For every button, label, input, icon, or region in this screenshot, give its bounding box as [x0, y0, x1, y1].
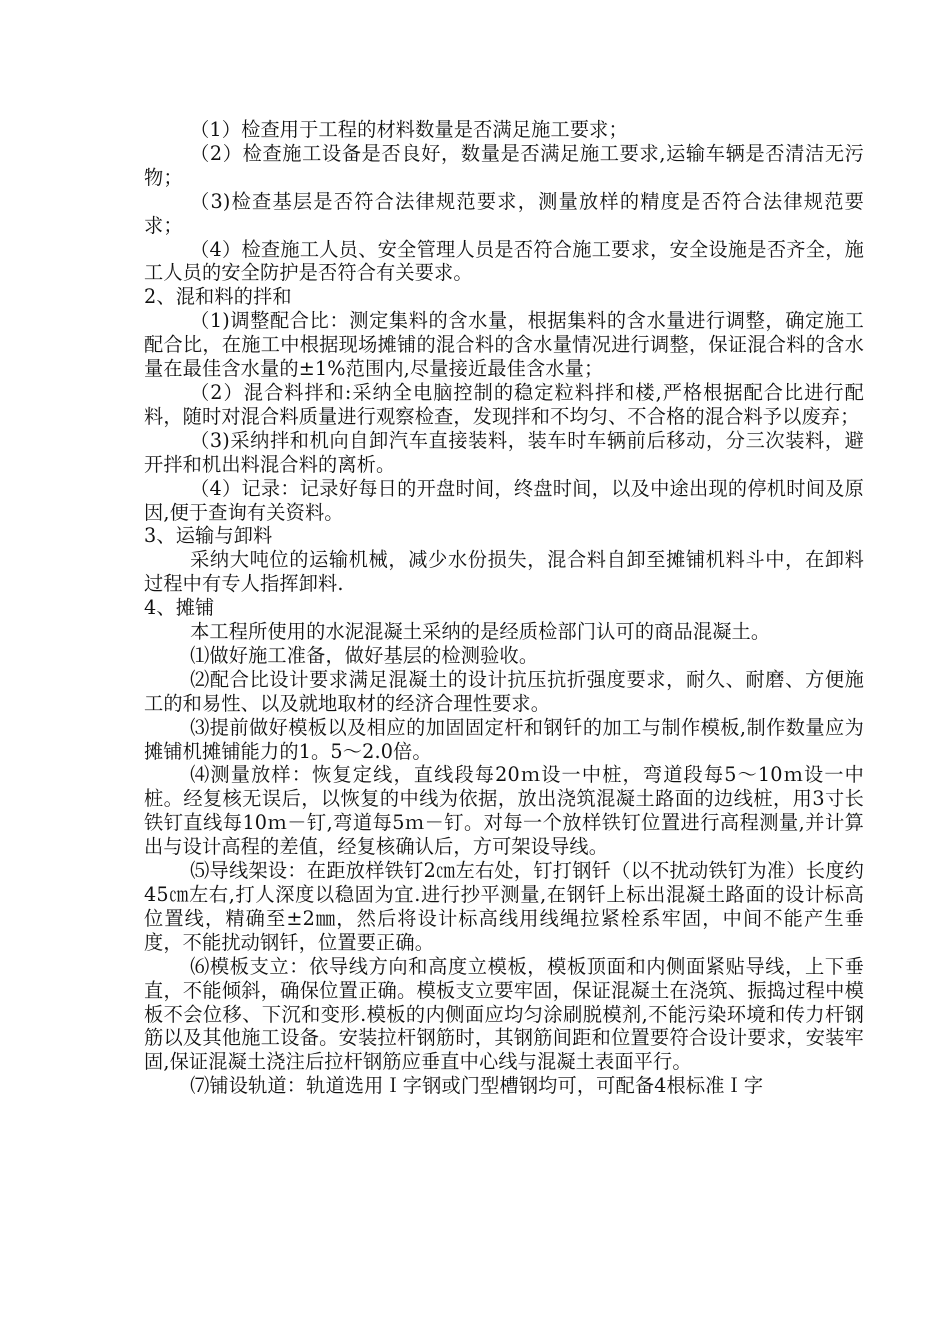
paragraph: ⑹模板支立：依导线方向和高度立模板，模板顶面和内侧面紧贴导线，上下垂直，不能倾斜，确保位置正确。模板支立要牢固，保证混凝土在浇筑、振捣过程中模板不会位移、下沉和变形.模板的内侧面应均匀涂刷脱模剂,不能污染环境和传力杆钢筋以及其他施工设备。安装拉杆钢筋时，其钢筋间距和位置要符合设计要求，安装牢固,保证混凝土浇注后拉杆钢筋应垂直中心线与混凝土表面平行。 — [144, 954, 864, 1074]
paragraph: ⑷测量放样：恢复定线，直线段每20ｍ设一中桩，弯道段每5～10ｍ设一中桩。经复核无误后，以恢复的中线为依据，放出浇筑混凝土路面的边线桩，用3寸长铁钉直线每10ｍ－钉,弯道每5ｍ－钉。对每一个放样铁钉位置进行高程测量,并计算出与设计高程的差值，经复核确认后，方可架设导线。 — [144, 763, 864, 859]
paragraph: （3)采纳拌和机向自卸汽车直接装料，装车时车辆前后移动，分三次装料，避开拌和机出料混合料的离析。 — [144, 428, 864, 476]
paragraph: （1)调整配合比：测定集料的含水量，根据集料的含水量进行调整，确定施工配合比，在施工中根据现场摊铺的混合料的含水量情况进行调整，保证混合料的含水量在最佳含水量的±1%范围内,尽量接近最佳含水量； — [144, 309, 864, 381]
paragraph: （3)检查基层是否符合法律规范要求，测量放样的精度是否符合法律规范要求； — [144, 189, 864, 237]
paragraph: （4）记录：记录好每日的开盘时间，终盘时间，以及中途出现的停机时间及原因,便于查询有关资料。 — [144, 476, 864, 524]
paragraph: ⑺铺设轨道：轨道选用Ｉ字钢或门型槽钢均可，可配备4根标准Ｉ字 — [190, 1074, 764, 1098]
section-heading: 4、摊铺 — [144, 596, 215, 620]
paragraph: ⑵配合比设计要求满足混凝土的设计抗压抗折强度要求，耐久、耐磨、方便施工的和易性、以及就地取材的经济合理性要求。 — [144, 667, 864, 715]
paragraph: （2）检查施工设备是否良好，数量是否满足施工要求,运输车辆是否清洁无污物； — [144, 141, 864, 189]
section-heading: 2、混和料的拌和 — [144, 285, 292, 309]
paragraph: （1）检查用于工程的材料数量是否满足施工要求； — [190, 118, 628, 141]
paragraph: 本工程所使用的水泥混凝土采纳的是经质检部门认可的商品混凝土。 — [190, 620, 771, 644]
paragraph: （2）混合料拌和:采纳全电脑控制的稳定粒料拌和楼,严格根据配合比进行配料，随时对混合料质量进行观察检查，发现拌和不均匀、不合格的混合料予以废弃； — [144, 380, 864, 428]
paragraph: ⑴做好施工准备，做好基层的检测验收。 — [190, 643, 539, 667]
section-heading: 3、运输与卸料 — [144, 524, 273, 548]
document-page — [144, 118, 864, 1098]
paragraph: ⑶提前做好模板以及相应的加固固定杆和钢钎的加工与制作模板,制作数量应为摊铺机摊铺能力的1。5～2.0倍。 — [144, 715, 864, 763]
paragraph: 采纳大吨位的运输机械，减少水份损失，混合料自卸至摊铺机料斗中，在卸料过程中有专人指挥卸料. — [144, 548, 864, 596]
paragraph: （4）检查施工人员、安全管理人员是否符合施工要求，安全设施是否齐全，施工人员的安全防护是否符合有关要求。 — [144, 237, 864, 285]
paragraph: ⑸导线架设：在距放样铁钉2㎝左右处，钉打钢钎（以不扰动铁钉为准）长度约45㎝左右,打人深度以稳固为宜.进行抄平测量,在钢钎上标出混凝土路面的设计标高位置线，精确至±2㎜，然后将设计标高线用线绳拉紧栓系牢固，中间不能产生垂度，不能扰动钢钎，位置要正确。 — [144, 859, 864, 954]
